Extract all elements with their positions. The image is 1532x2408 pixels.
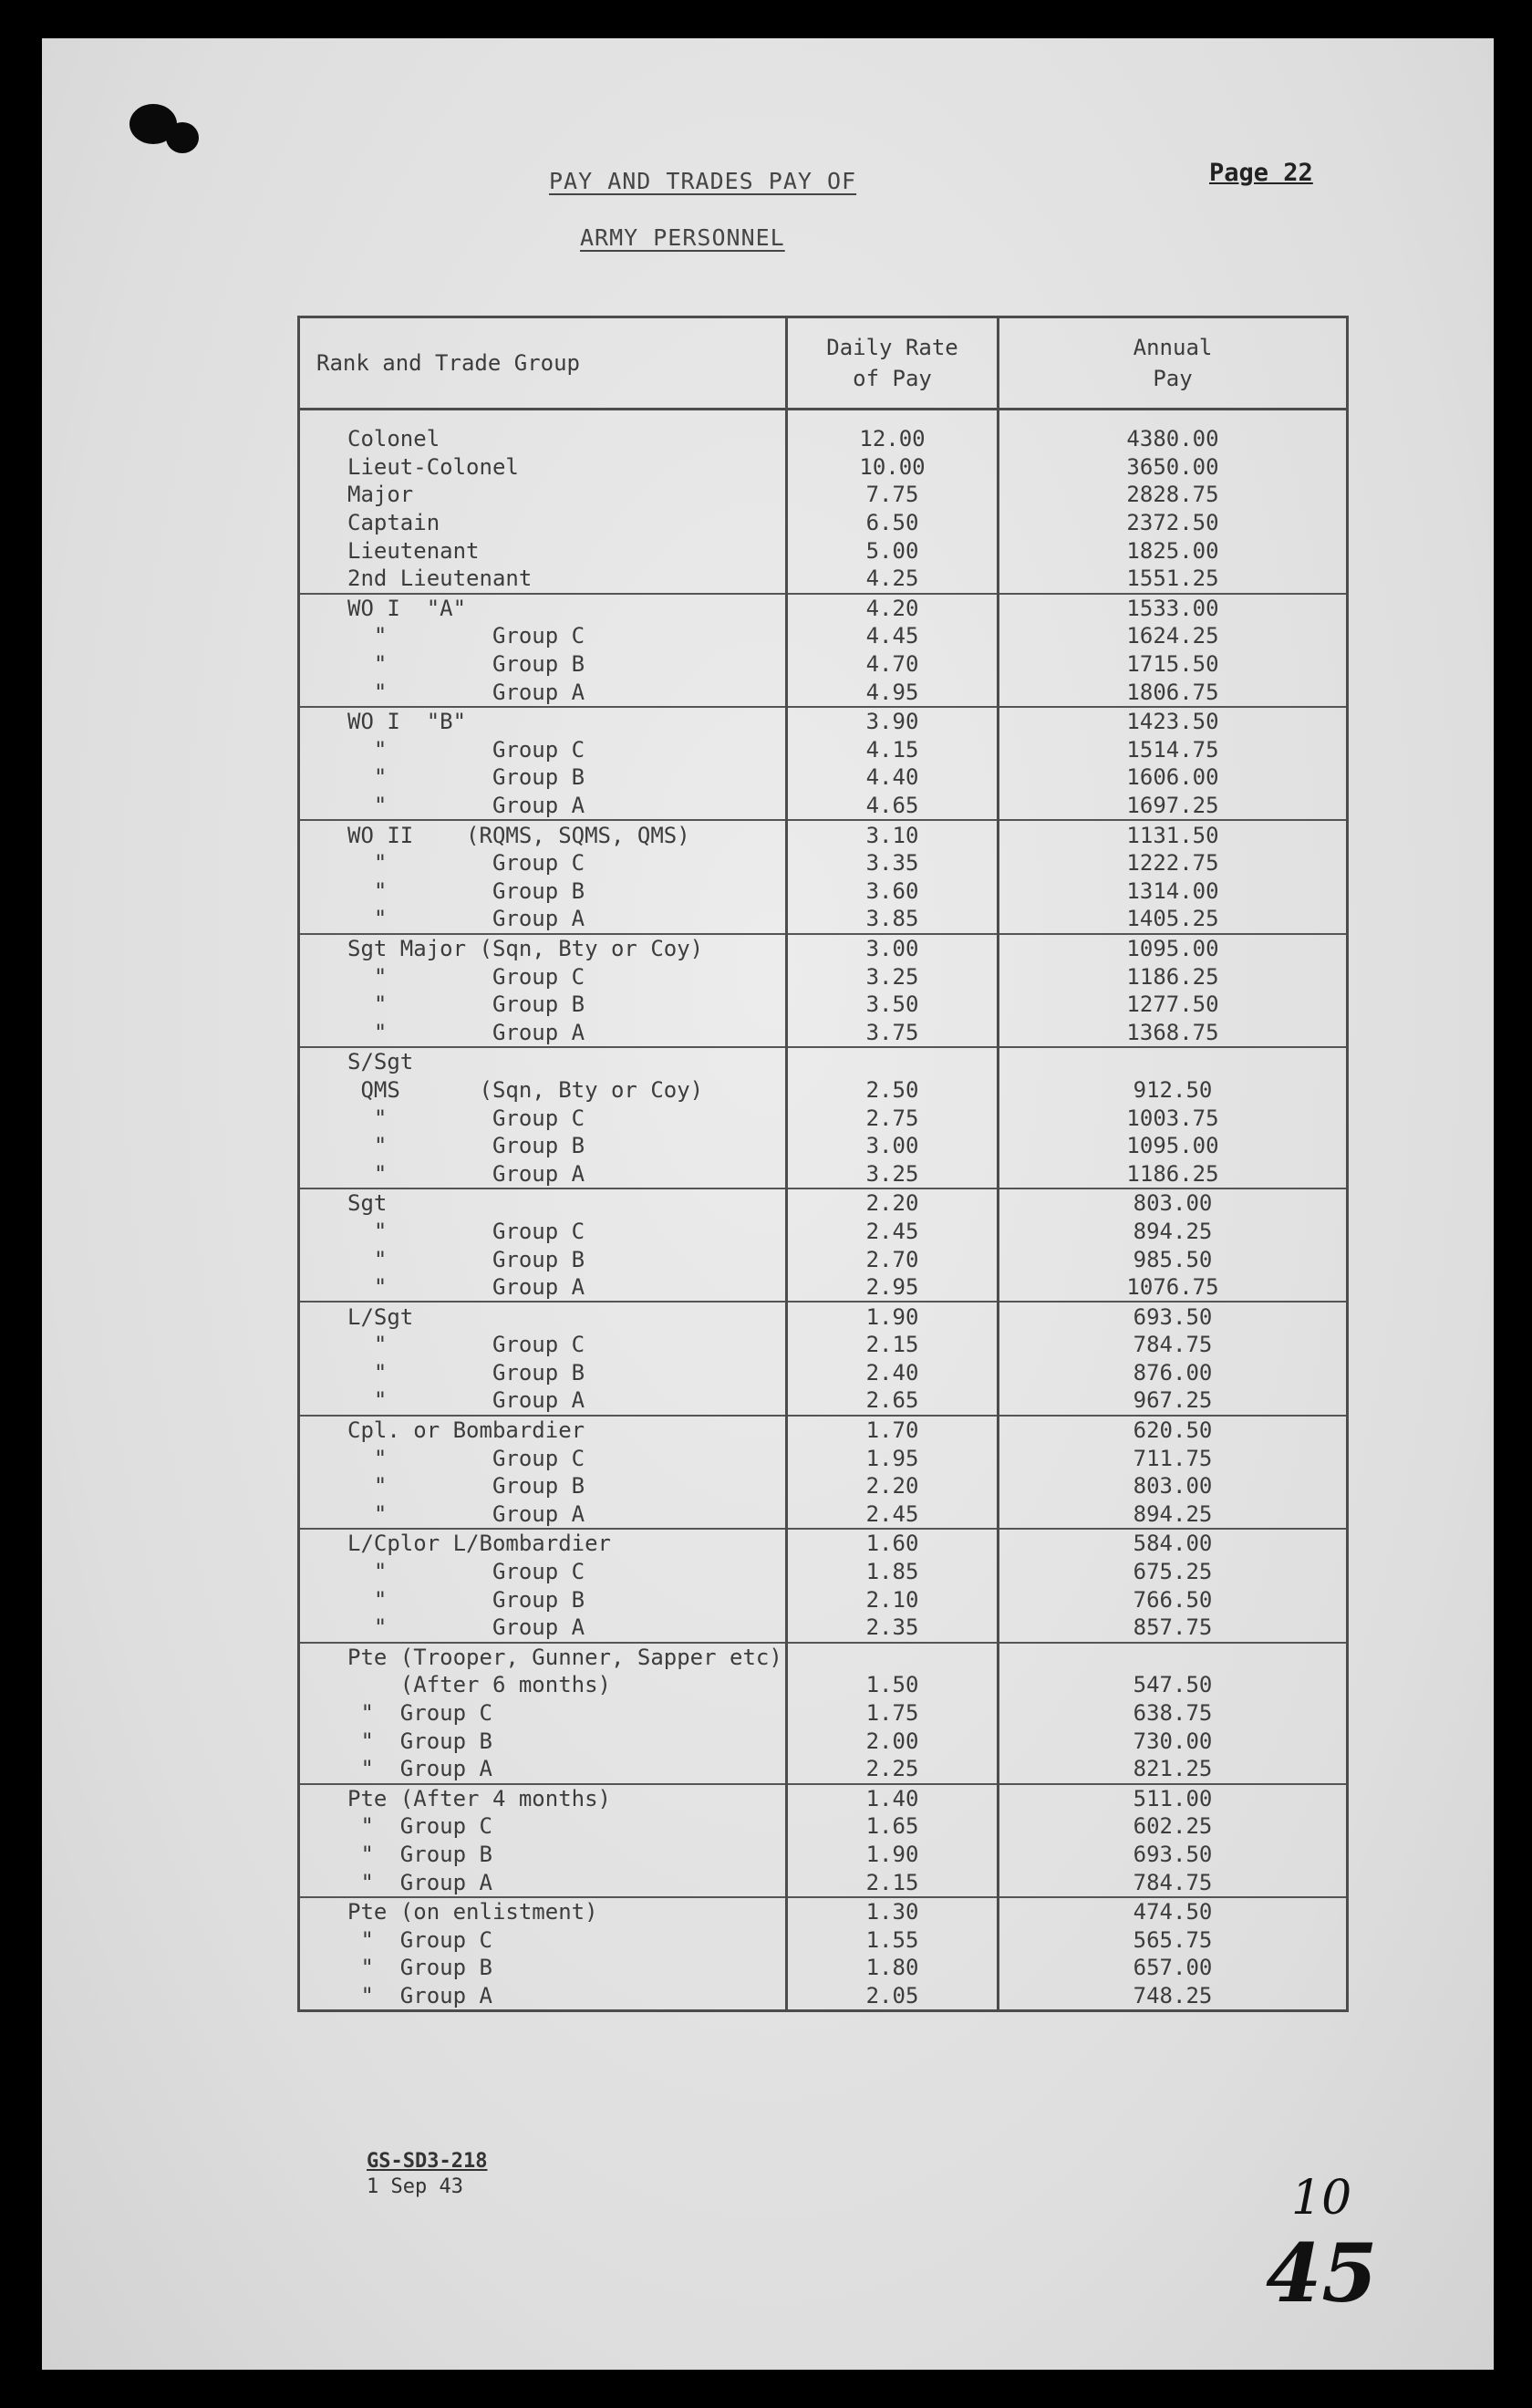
ink-blot [166,122,199,153]
rank-cell: L/Sgt [299,1302,787,1331]
table-row [299,905,1348,934]
rank-cell: " Group A [347,1614,585,1641]
annual-pay-cell: 547.50 [999,1671,1348,1699]
annual-pay-cell: 1095.00 [999,1132,1348,1160]
daily-rate-cell: 1.75 [787,1699,999,1728]
annual-pay-cell: 1277.50 [999,991,1348,1019]
rank-cell: " Group C [347,623,585,649]
annual-pay-cell: 620.50 [999,1416,1348,1445]
rank-cell: " Group C [347,850,585,877]
daily-rate-cell: 2.35 [787,1614,999,1643]
rank-group [299,1784,1348,1897]
rank-cell: " Group A [347,1019,585,1045]
table-row [299,622,1348,650]
rank-cell: " Group B [347,1359,585,1386]
table-row [299,877,1348,906]
document-footer [367,2149,487,2200]
daily-rate-cell: 4.45 [787,622,999,650]
daily-rate-cell: 3.90 [787,707,999,736]
daily-rate-cell: 4.70 [787,650,999,679]
rank-cell: Captain [347,510,440,536]
daily-rate-cell: 1.60 [787,1529,999,1558]
rank-cell: Pte (After 4 months) [299,1784,787,1813]
rank-group [299,1416,1348,1529]
annual-pay-cell: 602.25 [999,1812,1348,1841]
table-row [299,736,1348,764]
rank-cell: " Group C [347,1559,585,1585]
column-header-rank: Rank and Trade Group [299,317,787,410]
form-date: 1 Sep 43 [367,2175,463,2198]
annual-pay-cell: 730.00 [999,1727,1348,1755]
table-row [299,1302,1348,1331]
table-row [299,410,1348,453]
annual-pay-cell: 857.75 [999,1614,1348,1643]
annual-pay-cell: 511.00 [999,1784,1348,1813]
daily-rate-cell: 4.65 [787,792,999,821]
daily-rate-cell: 2.45 [787,1218,999,1246]
daily-rate-cell [787,1643,999,1672]
table-row [299,1699,1348,1728]
table-row [299,1585,1348,1614]
rank-cell: " Group A [347,793,585,819]
annual-pay-cell: 803.00 [999,1188,1348,1218]
annual-pay-cell: 675.25 [999,1558,1348,1586]
table-row [299,1076,1348,1105]
annual-pay-cell: 1624.25 [999,622,1348,650]
rank-cell: " Group A [347,1500,585,1527]
annual-pay-cell: 1606.00 [999,763,1348,792]
table-row [299,1925,1348,1954]
rank-cell: Lieutenant [347,537,480,564]
annual-pay-cell: 1003.75 [999,1104,1348,1132]
daily-rate-cell: 2.00 [787,1727,999,1755]
daily-rate-cell: 2.25 [787,1755,999,1784]
daily-rate-cell: 4.40 [787,763,999,792]
table-row [299,1643,1348,1672]
table-row [299,934,1348,963]
daily-rate-cell: 3.00 [787,1132,999,1160]
table-row [299,1784,1348,1813]
rank-cell: Sgt [299,1188,787,1218]
rank-group [299,410,1348,594]
daily-rate-cell: 2.10 [787,1585,999,1614]
rank-cell: " Group B [347,1246,585,1272]
table-row [299,1159,1348,1188]
table-row [299,792,1348,821]
annual-pay-cell: 1131.50 [999,820,1348,849]
daily-rate-cell [787,1047,999,1076]
daily-rate-cell: 4.20 [787,594,999,623]
table-row [299,453,1348,482]
annual-pay-cell: 2828.75 [999,481,1348,509]
rank-group [299,1047,1348,1188]
daily-rate-cell: 2.20 [787,1188,999,1218]
daily-rate-cell: 3.50 [787,991,999,1019]
annual-pay-cell: 821.25 [999,1755,1348,1784]
rank-cell: " Group A [347,1982,492,2008]
table-row [299,1273,1348,1303]
table-row [299,1331,1348,1359]
annual-pay-cell: 1825.00 [999,536,1348,565]
annual-pay-cell: 2372.50 [999,509,1348,537]
annual-pay-cell: 474.50 [999,1897,1348,1926]
rank-group [299,1529,1348,1642]
daily-rate-cell: 2.40 [787,1359,999,1387]
daily-rate-cell: 10.00 [787,453,999,482]
daily-rate-cell: 2.15 [787,1331,999,1359]
table-row [299,1727,1348,1755]
rank-cell: " Group A [347,1756,492,1782]
rank-group [299,820,1348,933]
rank-group [299,1302,1348,1415]
annual-pay-cell: 1423.50 [999,707,1348,736]
annual-pay-cell: 3650.00 [999,453,1348,482]
annual-pay-cell: 693.50 [999,1841,1348,1869]
rank-cell: " Group C [347,963,585,990]
rank-cell: " Group B [347,991,585,1018]
rank-cell: " Group B [347,1586,585,1613]
rank-group [299,594,1348,707]
table-row [299,678,1348,707]
rank-cell: " Group B [347,1133,585,1159]
daily-rate-cell: 1.65 [787,1812,999,1841]
rank-cell: " Group B [347,651,585,678]
daily-rate-cell: 3.60 [787,877,999,906]
annual-pay-cell [999,1047,1348,1076]
table-row [299,594,1348,623]
daily-rate-cell: 1.90 [787,1302,999,1331]
annual-pay-cell: 1806.75 [999,678,1348,707]
rank-cell: " Group C [347,1332,585,1358]
annual-pay-cell: 1697.25 [999,792,1348,821]
annual-pay-cell: 1514.75 [999,736,1348,764]
rank-cell: Lieut-Colonel [347,453,519,480]
rank-cell: WO II (RQMS, SQMS, QMS) [299,820,787,849]
annual-pay-cell: 784.75 [999,1331,1348,1359]
daily-rate-cell: 1.90 [787,1841,999,1869]
rank-cell: " Group C [347,1700,492,1727]
rank-cell: Sgt Major (Sqn, Bty or Coy) [299,934,787,963]
rank-cell: " Group A [347,906,585,932]
column-header-daily-rate: Daily Rate of Pay [787,317,999,410]
table-row [299,1386,1348,1416]
daily-rate-cell: 2.75 [787,1104,999,1132]
annual-pay-cell: 766.50 [999,1585,1348,1614]
table-row [299,1868,1348,1897]
rank-cell: " Group C [347,1813,492,1840]
rank-cell: " Group A [347,1387,585,1414]
annual-pay-cell: 693.50 [999,1302,1348,1331]
annual-pay-cell: 1186.25 [999,962,1348,991]
annual-pay-cell: 638.75 [999,1699,1348,1728]
rank-cell: (After 6 months) [347,1672,611,1698]
table-row [299,1416,1348,1445]
table-row [299,1500,1348,1530]
rank-cell: Cpl. or Bombardier [299,1416,787,1445]
annual-pay-cell: 1222.75 [999,849,1348,877]
handwritten-annotation: 45 [1266,2226,1378,2320]
annual-pay-cell: 876.00 [999,1359,1348,1387]
table-row [299,481,1348,509]
table-row [299,1018,1348,1047]
daily-rate-cell: 1.55 [787,1925,999,1954]
daily-rate-cell: 2.70 [787,1245,999,1273]
daily-rate-cell: 1.40 [787,1784,999,1813]
table-row [299,820,1348,849]
rank-cell: " Group C [347,1218,585,1244]
daily-rate-cell: 2.05 [787,1982,999,2011]
table-row [299,1047,1348,1076]
annual-pay-cell: 894.25 [999,1218,1348,1246]
daily-rate-cell: 2.65 [787,1386,999,1416]
annual-pay-cell: 894.25 [999,1500,1348,1530]
table-row [299,1812,1348,1841]
rank-cell: " Group A [347,1160,585,1187]
annual-pay-cell: 4380.00 [999,410,1348,453]
document-title-line-1: PAY AND TRADES PAY OF [549,168,857,194]
daily-rate-cell: 1.50 [787,1671,999,1699]
rank-group [299,707,1348,820]
table-row [299,1558,1348,1586]
rank-cell: Colonel [299,410,787,453]
rank-cell: " Group B [347,1473,585,1500]
daily-rate-cell: 3.35 [787,849,999,877]
table-row [299,1841,1348,1869]
rank-cell: " Group C [347,1105,585,1131]
daily-rate-cell: 4.25 [787,565,999,594]
daily-rate-cell: 3.75 [787,1018,999,1047]
daily-rate-cell: 7.75 [787,481,999,509]
rank-group [299,1643,1348,1784]
pay-table [297,316,1349,2012]
table-row [299,1755,1348,1784]
table-row [299,1359,1348,1387]
daily-rate-cell: 12.00 [787,410,999,453]
daily-rate-cell: 1.85 [787,1558,999,1586]
annual-pay-cell: 1095.00 [999,934,1348,963]
annual-pay-cell: 1405.25 [999,905,1348,934]
annual-pay-cell: 985.50 [999,1245,1348,1273]
daily-rate-cell: 3.10 [787,820,999,849]
annual-pay-cell: 803.00 [999,1472,1348,1500]
annual-pay-cell: 1368.75 [999,1018,1348,1047]
rank-cell: " Group B [347,764,585,791]
annual-pay-cell: 1076.75 [999,1273,1348,1303]
daily-rate-cell: 4.15 [787,736,999,764]
table-row [299,1104,1348,1132]
annual-pay-cell: 711.75 [999,1444,1348,1472]
table-row [299,1982,1348,2011]
daily-rate-cell: 1.70 [787,1416,999,1445]
rank-cell: Major [347,482,414,508]
daily-rate-cell: 2.20 [787,1472,999,1500]
annual-pay-cell: 1715.50 [999,650,1348,679]
daily-rate-cell: 1.80 [787,1954,999,1982]
rank-cell: 2nd Lieutenant [347,566,533,592]
rank-cell: QMS (Sqn, Bty or Coy) [347,1076,704,1103]
annual-pay-cell: 1186.25 [999,1159,1348,1188]
table-row [299,1245,1348,1273]
daily-rate-cell: 2.15 [787,1868,999,1897]
daily-rate-cell: 1.30 [787,1897,999,1926]
page-number: Page 22 [1209,159,1313,187]
table-row [299,1218,1348,1246]
table-row [299,849,1348,877]
table-row [299,1472,1348,1500]
rank-group [299,1897,1348,2011]
daily-rate-cell: 3.00 [787,934,999,963]
annual-pay-cell: 565.75 [999,1925,1348,1954]
rank-group [299,1188,1348,1302]
annual-pay-cell: 1551.25 [999,565,1348,594]
annual-pay-cell: 748.25 [999,1982,1348,2011]
annual-pay-cell: 657.00 [999,1954,1348,1982]
column-header-annual-pay: Annual Pay [999,317,1348,410]
table-row [299,1671,1348,1699]
table-row [299,1188,1348,1218]
annual-pay-cell [999,1643,1348,1672]
handwritten-annotation: 10 [1291,2171,1352,2226]
daily-rate-cell: 6.50 [787,509,999,537]
rank-cell: WO I "B" [299,707,787,736]
daily-rate-cell: 3.25 [787,962,999,991]
table-row [299,1897,1348,1926]
annual-pay-cell: 967.25 [999,1386,1348,1416]
table-row [299,1529,1348,1558]
table-row [299,991,1348,1019]
table-row [299,962,1348,991]
table-row [299,1132,1348,1160]
rank-cell: Pte (on enlistment) [299,1897,787,1926]
table-row [299,1614,1348,1643]
rank-cell: " Group A [347,1869,492,1895]
daily-rate-cell: 4.95 [787,678,999,707]
table-row [299,707,1348,736]
table-header-row [299,317,1348,410]
daily-rate-cell: 5.00 [787,536,999,565]
rank-cell: " Group B [347,1841,492,1867]
annual-pay-cell: 1533.00 [999,594,1348,623]
table-row [299,1954,1348,1982]
rank-cell: " Group B [347,877,585,904]
annual-pay-cell: 1314.00 [999,877,1348,906]
table-row [299,763,1348,792]
annual-pay-cell: 584.00 [999,1529,1348,1558]
annual-pay-cell: 784.75 [999,1868,1348,1897]
rank-cell: " Group C [347,736,585,763]
rank-cell: WO I "A" [299,594,787,623]
rank-cell: " Group B [347,1728,492,1754]
rank-cell: S/Sgt [299,1047,787,1076]
rank-cell: L/Cplor L/Bombardier [299,1529,787,1558]
daily-rate-cell: 3.25 [787,1159,999,1188]
table-row [299,565,1348,594]
rank-group [299,934,1348,1047]
daily-rate-cell: 2.45 [787,1500,999,1530]
table-row [299,509,1348,537]
table-row [299,536,1348,565]
daily-rate-cell: 2.50 [787,1076,999,1105]
daily-rate-cell: 3.85 [787,905,999,934]
form-code: GS-SD3-218 [367,2150,488,2173]
rank-cell: Pte (Trooper, Gunner, Sapper etc) [299,1643,787,1672]
daily-rate-cell: 1.95 [787,1444,999,1472]
annual-pay-cell: 912.50 [999,1076,1348,1105]
document-title-line-2: ARMY PERSONNEL [580,224,785,251]
rank-cell: " Group C [347,1926,492,1953]
rank-cell: " Group A [347,1274,585,1301]
table-row [299,1444,1348,1472]
rank-cell: " Group C [347,1445,585,1471]
rank-cell: " Group B [347,1955,492,1981]
rank-cell: " Group A [347,679,585,705]
table-row [299,650,1348,679]
daily-rate-cell: 2.95 [787,1273,999,1303]
